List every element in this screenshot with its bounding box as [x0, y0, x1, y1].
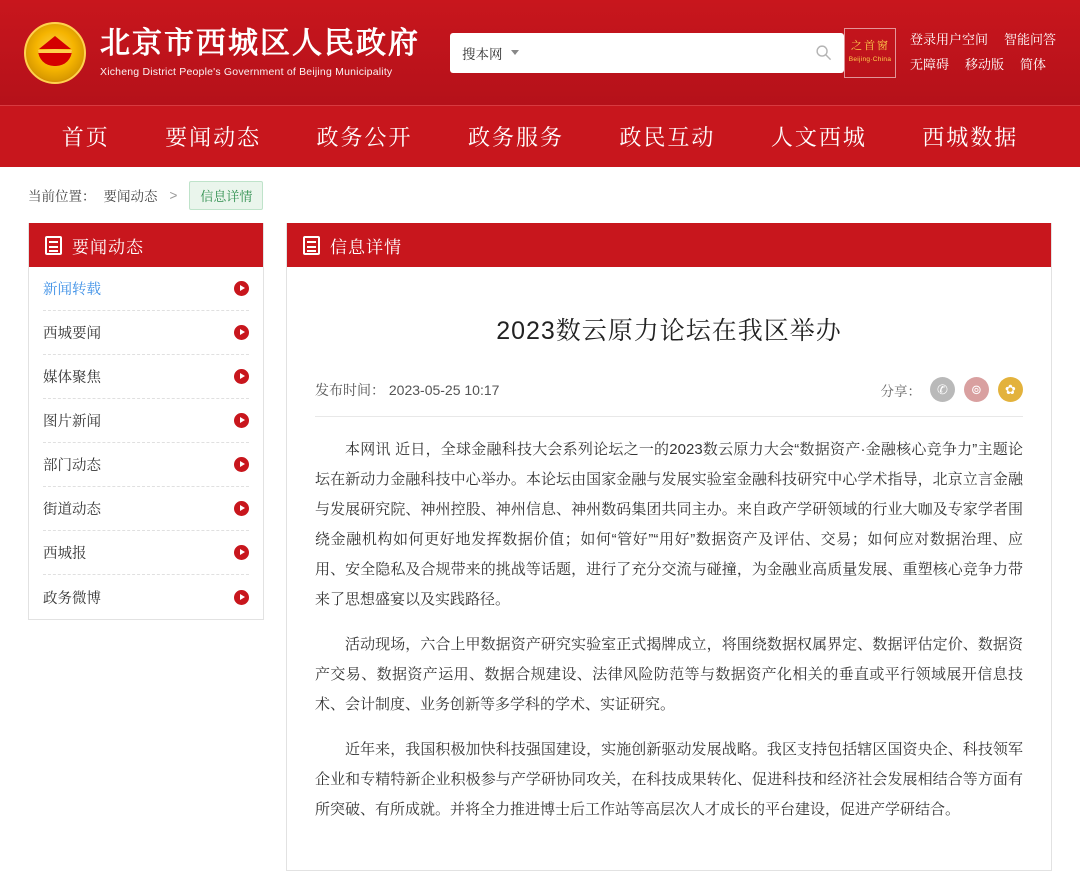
arrow-right-icon	[234, 590, 249, 605]
share-group	[881, 377, 1024, 402]
nav-item-gov-interaction[interactable]: 政民互动	[619, 125, 716, 150]
sidebar-item-label: 政务微博	[43, 590, 101, 607]
capital-logo-cn-right-top: 首	[863, 40, 876, 53]
main-panel	[286, 223, 1052, 871]
arrow-right-icon	[234, 325, 249, 340]
sidebar-item-label: 西城报	[43, 546, 87, 562]
capital-logo-cn-left: 之	[850, 40, 863, 53]
search-input[interactable]	[529, 44, 815, 61]
arrow-right-icon	[234, 369, 249, 384]
search-icon[interactable]	[815, 44, 832, 61]
sidebar-item-media-focus[interactable]	[43, 355, 249, 399]
sidebar-item-street-news[interactable]	[43, 487, 249, 531]
header-link-accessibility[interactable]: 无障碍	[909, 56, 949, 72]
main-panel-header	[287, 223, 1051, 267]
article-body	[315, 417, 1023, 825]
header-link-login[interactable]: 登录用户空间	[909, 31, 988, 47]
search-scope-label: 搜本网	[462, 46, 503, 62]
arrow-right-icon	[234, 501, 249, 516]
document-icon	[303, 236, 320, 255]
main-nav	[0, 105, 1080, 167]
chevron-down-icon	[511, 50, 519, 55]
share-weibo-icon[interactable]: ⊚	[964, 377, 989, 402]
nav-item-data[interactable]: 西城数据	[922, 125, 1019, 150]
article-meta	[315, 377, 1023, 417]
site-header	[0, 0, 1080, 105]
sidebar-item-news-repost[interactable]	[43, 267, 249, 311]
breadcrumb	[0, 167, 1080, 223]
sidebar-item-gov-weibo[interactable]	[43, 575, 249, 619]
main-panel-title: 信息详情	[330, 237, 402, 257]
article-paragraph: 近年来，我国积极加快科技强国建设，实施创新驱动发展战略。我区支持包括辖区国资央企、科技领军企业和专精特新企业积极参与产学研协同攻关，在科技成果转化、促进科技和经济社会发展相结合等方面有所突破、有所成就。并将全力推进博士后工作站等高层次人才成长的平台建设，促进产学研结合。	[315, 741, 1023, 818]
article-title: 2023数云原力论坛在我区举办	[496, 317, 842, 345]
sidebar-item-label: 西城要闻	[43, 326, 101, 342]
sidebar	[28, 223, 264, 620]
sidebar-title: 要闻动态	[72, 237, 144, 257]
sidebar-item-photo-news[interactable]	[43, 399, 249, 443]
breadcrumb-parent[interactable]: 要闻动态	[103, 189, 158, 204]
sidebar-item-department-news[interactable]	[43, 443, 249, 487]
header-link-qa[interactable]: 智能问答	[1003, 31, 1056, 47]
page-body	[0, 223, 1080, 871]
publish-label: 发布时间：	[315, 381, 385, 398]
share-label: 分享：	[880, 383, 921, 399]
article	[287, 267, 1051, 870]
sidebar-item-xicheng-paper[interactable]	[43, 531, 249, 575]
article-paragraph: 活动现场，六合上甲数据资产研究实验室正式揭牌成立，将围绕数据权属界定、数据评估定价、数据资产交易、数据资产运用、数据合规建设、法律风险防范等与数据资产化相关的垂直或平行领域展开信息技术、会计制度、业务创新等多学科的学术、实证研究。	[315, 636, 1023, 713]
capital-window-logo-icon[interactable]	[844, 28, 896, 78]
arrow-right-icon	[234, 281, 249, 296]
site-title-cn: 北京市西城区人民政府	[100, 26, 420, 60]
share-qzone-icon[interactable]: ✿	[998, 377, 1023, 402]
sidebar-item-label: 街道动态	[43, 502, 101, 518]
site-title	[100, 27, 420, 79]
search-scope-select[interactable]	[462, 43, 519, 63]
article-paragraph: 本网讯 近日，全球金融科技大会系列论坛之一的2023数云原力大会“数据资产·金融核心竞争力”主题论坛在新动力金融科技中心举办。本论坛由国家金融与发展实验室金融科技研究中心学术指导，北京立言金融与发展研究院、神州控股、神州信息、神州数码集团共同主办。来自政产学研领域的行业大咖及专家学者围绕金融机构如何更好地发挥数据价值；如何“管好”“用好”数据资产及评估、交易；如何应对数据治理、应用、安全隐私及合规带来的挑战等话题，进行了充分交流与碰撞，为金融业高质量发展、重塑核心竞争力带来了思想盛宴以及实践路径。	[315, 441, 1023, 608]
nav-item-news[interactable]: 要闻动态	[165, 125, 262, 150]
breadcrumb-current: 信息详情	[189, 181, 263, 210]
arrow-right-icon	[234, 457, 249, 472]
site-title-en: Xicheng District People's Government of Beijing Municipality	[100, 65, 393, 78]
publish-time: 2023-05-25 10:17	[388, 381, 500, 398]
publish-info	[315, 380, 499, 400]
nav-item-home[interactable]: 首页	[61, 125, 110, 150]
header-right	[844, 28, 1056, 78]
breadcrumb-prefix: 当前位置：	[28, 189, 96, 204]
sidebar-header	[29, 223, 263, 267]
share-wechat-icon[interactable]: ✆	[930, 377, 955, 402]
sidebar-item-label: 媒体聚焦	[43, 370, 101, 386]
national-emblem-icon	[24, 22, 86, 84]
capital-logo-en: Beijing·China	[848, 56, 892, 64]
header-links	[910, 28, 1056, 77]
nav-item-gov-affairs-open[interactable]: 政务公开	[316, 125, 413, 150]
sidebar-item-label: 新闻转载	[43, 282, 101, 298]
search-box[interactable]	[450, 33, 844, 73]
sidebar-item-xicheng-news[interactable]	[43, 311, 249, 355]
nav-item-gov-services[interactable]: 政务服务	[467, 125, 564, 150]
header-link-language[interactable]: 简体	[1020, 56, 1047, 72]
nav-item-culture[interactable]: 人文西城	[770, 125, 867, 150]
sidebar-item-label: 部门动态	[43, 458, 101, 474]
arrow-right-icon	[234, 545, 249, 560]
sidebar-item-label: 图片新闻	[43, 414, 101, 430]
capital-logo-cn-right-bottom: 窗	[876, 40, 889, 53]
list-icon	[45, 236, 62, 255]
sidebar-list	[29, 267, 263, 619]
arrow-right-icon	[234, 413, 249, 428]
breadcrumb-separator: >	[169, 187, 178, 203]
header-link-mobile[interactable]: 移动版	[964, 56, 1004, 72]
